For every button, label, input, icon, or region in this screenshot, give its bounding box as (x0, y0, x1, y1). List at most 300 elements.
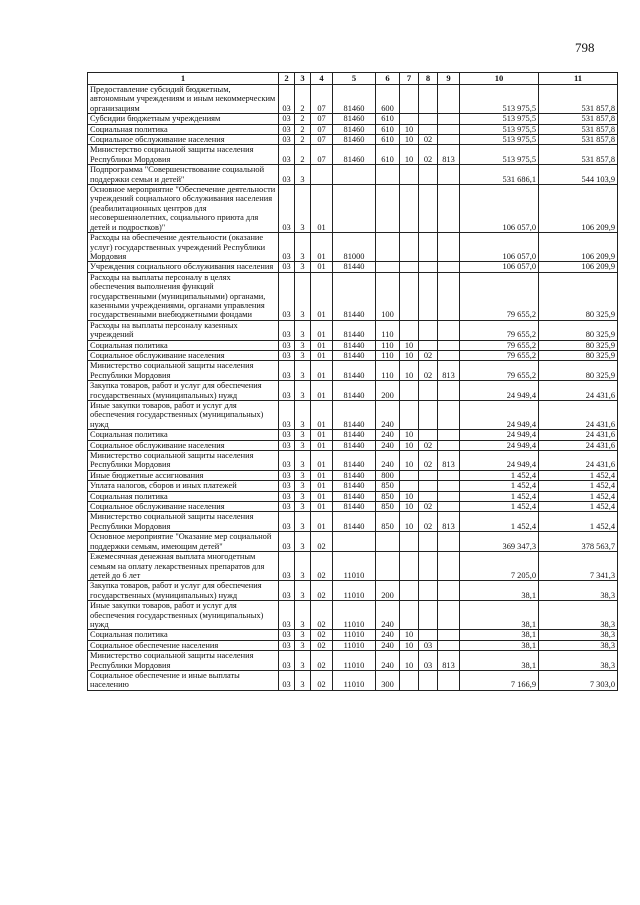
code-subsection: 02 (419, 512, 438, 532)
code-grbs: 03 (279, 491, 295, 501)
row-description: Иные бюджетные ассигнования (88, 470, 279, 480)
row-description: Основное мероприятие "Обеспечение деятельности учреждений социального обслуживания населения (реабилитационных центров для несовершеннолетних, социального приюта для детей и подростков)" (88, 185, 279, 233)
code-ministry (438, 670, 460, 690)
code-section: 10 (400, 350, 419, 360)
code-activity: 02 (311, 601, 333, 630)
code-section: 10 (400, 640, 419, 650)
code-expense-type: 800 (376, 470, 400, 480)
column-header: 5 (333, 73, 376, 85)
code-activity: 01 (311, 481, 333, 491)
table-row (88, 491, 618, 501)
code-grbs: 03 (279, 381, 295, 401)
code-subprogram: 3 (295, 451, 311, 471)
amount-year-2: 38,3 (539, 601, 618, 630)
code-section (400, 552, 419, 581)
code-ministry (438, 581, 460, 601)
code-grbs: 03 (279, 401, 295, 430)
code-activity: 01 (311, 361, 333, 381)
code-expense-type: 110 (376, 361, 400, 381)
amount-year-1: 24 949,4 (460, 381, 539, 401)
code-subsection: 02 (419, 350, 438, 360)
amount-year-2: 106 209,9 (539, 185, 618, 233)
code-expense-type: 200 (376, 581, 400, 601)
table-row (88, 124, 618, 134)
code-activity: 01 (311, 502, 333, 512)
code-direction: 81440 (333, 350, 376, 360)
code-direction: 81440 (333, 340, 376, 350)
code-subsection (419, 552, 438, 581)
code-subprogram: 2 (295, 145, 311, 165)
code-subprogram: 3 (295, 350, 311, 360)
code-ministry (438, 114, 460, 124)
amount-year-2: 38,3 (539, 651, 618, 671)
amount-year-2: 80 325,9 (539, 272, 618, 320)
code-ministry (438, 124, 460, 134)
amount-year-2: 24 431,6 (539, 430, 618, 440)
code-direction: 11010 (333, 630, 376, 640)
table-row (88, 532, 618, 552)
code-activity: 02 (311, 630, 333, 640)
amount-year-1: 38,1 (460, 651, 539, 671)
amount-year-2: 544 103,9 (539, 165, 618, 185)
code-ministry (438, 630, 460, 640)
code-subprogram: 3 (295, 512, 311, 532)
code-activity: 01 (311, 470, 333, 480)
column-header: 1 (88, 73, 279, 85)
code-grbs: 03 (279, 430, 295, 440)
code-direction: 81460 (333, 124, 376, 134)
amount-year-1: 24 949,4 (460, 401, 539, 430)
code-direction: 81440 (333, 502, 376, 512)
amount-year-2: 1 452,4 (539, 491, 618, 501)
code-section (400, 470, 419, 480)
amount-year-1: 106 057,0 (460, 185, 539, 233)
code-expense-type (376, 165, 400, 185)
table-row (88, 512, 618, 532)
code-subprogram: 3 (295, 470, 311, 480)
amount-year-1: 1 452,4 (460, 481, 539, 491)
page-number: 798 (575, 40, 595, 55)
code-expense-type: 110 (376, 320, 400, 340)
code-activity: 01 (311, 233, 333, 262)
code-direction: 81440 (333, 272, 376, 320)
code-ministry (438, 481, 460, 491)
code-subsection: 02 (419, 135, 438, 145)
code-activity: 01 (311, 512, 333, 532)
code-subsection (419, 165, 438, 185)
code-grbs: 03 (279, 124, 295, 134)
code-section (400, 320, 419, 340)
code-ministry (438, 185, 460, 233)
code-expense-type (376, 552, 400, 581)
code-grbs: 03 (279, 85, 295, 114)
amount-year-1: 38,1 (460, 581, 539, 601)
row-description: Социальное обслуживание населения (88, 350, 279, 360)
code-grbs: 03 (279, 440, 295, 450)
amount-year-2: 106 209,9 (539, 233, 618, 262)
amount-year-2: 80 325,9 (539, 320, 618, 340)
amount-year-1: 24 949,4 (460, 430, 539, 440)
amount-year-2: 80 325,9 (539, 361, 618, 381)
table-row (88, 470, 618, 480)
budget-table (87, 72, 618, 691)
code-section: 10 (400, 430, 419, 440)
code-direction: 81000 (333, 233, 376, 262)
code-direction: 11010 (333, 640, 376, 650)
amount-year-1: 1 452,4 (460, 502, 539, 512)
amount-year-2: 1 452,4 (539, 481, 618, 491)
code-section (400, 85, 419, 114)
row-description: Социальная политика (88, 430, 279, 440)
code-subprogram: 3 (295, 630, 311, 640)
code-expense-type: 240 (376, 440, 400, 450)
code-activity: 07 (311, 145, 333, 165)
code-direction: 81460 (333, 145, 376, 165)
code-grbs: 03 (279, 262, 295, 272)
code-grbs: 03 (279, 670, 295, 690)
code-subsection (419, 401, 438, 430)
code-subsection: 03 (419, 640, 438, 650)
row-description: Социальное обеспечение населения (88, 640, 279, 650)
table-row (88, 630, 618, 640)
code-expense-type: 850 (376, 512, 400, 532)
code-section (400, 670, 419, 690)
code-subsection (419, 470, 438, 480)
code-ministry (438, 640, 460, 650)
table-row (88, 401, 618, 430)
code-ministry (438, 430, 460, 440)
amount-year-2: 24 431,6 (539, 401, 618, 430)
code-expense-type: 850 (376, 491, 400, 501)
table-row (88, 340, 618, 350)
code-grbs: 03 (279, 451, 295, 471)
row-description: Социальное обслуживание населения (88, 135, 279, 145)
code-activity: 01 (311, 451, 333, 471)
code-section (400, 272, 419, 320)
table-row (88, 581, 618, 601)
code-direction (333, 185, 376, 233)
code-subsection (419, 185, 438, 233)
table-row (88, 481, 618, 491)
amount-year-1: 24 949,4 (460, 440, 539, 450)
code-grbs: 03 (279, 502, 295, 512)
code-activity: 02 (311, 640, 333, 650)
code-subsection (419, 581, 438, 601)
column-header: 4 (311, 73, 333, 85)
code-grbs: 03 (279, 470, 295, 480)
code-expense-type: 610 (376, 124, 400, 134)
table-row (88, 502, 618, 512)
code-ministry: 813 (438, 651, 460, 671)
code-subsection: 02 (419, 502, 438, 512)
table-row (88, 114, 618, 124)
code-direction: 81460 (333, 135, 376, 145)
amount-year-2: 531 857,8 (539, 114, 618, 124)
row-description: Закупка товаров, работ и услуг для обеспечения государственных (муниципальных) нужд (88, 581, 279, 601)
code-section (400, 581, 419, 601)
code-section (400, 114, 419, 124)
code-subprogram: 3 (295, 340, 311, 350)
code-subsection: 03 (419, 651, 438, 671)
code-subprogram: 3 (295, 185, 311, 233)
code-ministry (438, 262, 460, 272)
code-subprogram: 3 (295, 401, 311, 430)
code-ministry (438, 85, 460, 114)
row-description: Социальная политика (88, 124, 279, 134)
amount-year-2: 80 325,9 (539, 350, 618, 360)
code-ministry (438, 350, 460, 360)
code-grbs: 03 (279, 601, 295, 630)
code-expense-type: 240 (376, 651, 400, 671)
table-row (88, 85, 618, 114)
code-subsection (419, 124, 438, 134)
code-ministry (438, 165, 460, 185)
code-subprogram: 2 (295, 135, 311, 145)
amount-year-2: 24 431,6 (539, 440, 618, 450)
code-subprogram: 3 (295, 651, 311, 671)
code-ministry (438, 381, 460, 401)
code-subsection: 02 (419, 440, 438, 450)
code-ministry (438, 601, 460, 630)
code-subprogram: 2 (295, 85, 311, 114)
code-subsection: 02 (419, 361, 438, 381)
code-expense-type: 240 (376, 451, 400, 471)
row-description: Уплата налогов, сборов и иных платежей (88, 481, 279, 491)
row-description: Министерство социальной защиты населения Республики Мордовия (88, 451, 279, 471)
amount-year-2: 1 452,4 (539, 512, 618, 532)
code-grbs: 03 (279, 532, 295, 552)
code-section: 10 (400, 451, 419, 471)
amount-year-2: 80 325,9 (539, 340, 618, 350)
row-description: Иные закупки товаров, работ и услуг для обеспечения государственных (муниципальных) нужд (88, 401, 279, 430)
code-subprogram: 3 (295, 430, 311, 440)
amount-year-2: 378 563,7 (539, 532, 618, 552)
code-section (400, 601, 419, 630)
code-expense-type: 600 (376, 85, 400, 114)
code-ministry (438, 532, 460, 552)
code-direction (333, 532, 376, 552)
code-ministry (438, 552, 460, 581)
code-section (400, 532, 419, 552)
amount-year-2: 1 452,4 (539, 502, 618, 512)
row-description: Расходы на выплаты персоналу казенных учреждений (88, 320, 279, 340)
code-subprogram: 2 (295, 114, 311, 124)
column-header: 3 (295, 73, 311, 85)
code-grbs: 03 (279, 340, 295, 350)
code-subprogram: 3 (295, 233, 311, 262)
code-grbs: 03 (279, 165, 295, 185)
code-grbs: 03 (279, 651, 295, 671)
amount-year-1: 38,1 (460, 630, 539, 640)
code-direction: 81440 (333, 451, 376, 471)
amount-year-1: 38,1 (460, 640, 539, 650)
code-expense-type: 100 (376, 272, 400, 320)
column-header: 6 (376, 73, 400, 85)
code-ministry (438, 135, 460, 145)
table-row (88, 440, 618, 450)
table-row (88, 145, 618, 165)
row-description: Социальная политика (88, 340, 279, 350)
code-expense-type (376, 233, 400, 262)
amount-year-1: 513 975,5 (460, 145, 539, 165)
table-row (88, 165, 618, 185)
code-section: 10 (400, 440, 419, 450)
code-subprogram: 3 (295, 601, 311, 630)
amount-year-2: 531 857,8 (539, 85, 618, 114)
amount-year-2: 38,3 (539, 581, 618, 601)
row-description: Министерство социальной защиты населения Республики Мордовия (88, 361, 279, 381)
code-expense-type (376, 185, 400, 233)
code-expense-type: 300 (376, 670, 400, 690)
code-ministry: 813 (438, 451, 460, 471)
code-direction: 81440 (333, 470, 376, 480)
code-direction: 81440 (333, 381, 376, 401)
amount-year-1: 513 975,5 (460, 114, 539, 124)
column-header: 10 (460, 73, 539, 85)
table-row (88, 361, 618, 381)
code-subprogram: 3 (295, 165, 311, 185)
amount-year-1: 79 655,2 (460, 320, 539, 340)
code-expense-type: 240 (376, 401, 400, 430)
code-activity: 02 (311, 532, 333, 552)
code-section: 10 (400, 145, 419, 165)
code-activity: 01 (311, 401, 333, 430)
code-subprogram: 3 (295, 502, 311, 512)
code-grbs: 03 (279, 185, 295, 233)
code-direction: 81440 (333, 512, 376, 532)
table-row (88, 651, 618, 671)
code-direction: 81440 (333, 361, 376, 381)
row-description: Закупка товаров, работ и услуг для обеспечения государственных (муниципальных) нужд (88, 381, 279, 401)
code-activity: 07 (311, 114, 333, 124)
amount-year-1: 79 655,2 (460, 340, 539, 350)
row-description: Основное мероприятие "Оказание мер социальной поддержки семьям, имеющим детей" (88, 532, 279, 552)
table-header-row (88, 73, 618, 85)
amount-year-1: 1 452,4 (460, 470, 539, 480)
code-activity: 07 (311, 85, 333, 114)
code-section: 10 (400, 491, 419, 501)
row-description: Министерство социальной защиты населения Республики Мордовия (88, 512, 279, 532)
code-ministry (438, 401, 460, 430)
code-expense-type: 110 (376, 340, 400, 350)
table-row (88, 430, 618, 440)
code-subsection (419, 481, 438, 491)
code-subprogram: 3 (295, 670, 311, 690)
code-subprogram: 3 (295, 532, 311, 552)
row-description: Расходы на обеспечение деятельности (оказание услуг) государственных учреждений Республики Мордовия (88, 233, 279, 262)
column-header: 9 (438, 73, 460, 85)
code-subprogram: 3 (295, 262, 311, 272)
code-subprogram: 3 (295, 640, 311, 650)
code-activity: 01 (311, 272, 333, 320)
code-ministry (438, 502, 460, 512)
code-expense-type: 610 (376, 114, 400, 124)
code-subsection (419, 670, 438, 690)
code-grbs: 03 (279, 512, 295, 532)
table-row (88, 320, 618, 340)
code-subsection (419, 630, 438, 640)
code-subprogram: 3 (295, 361, 311, 381)
code-expense-type: 200 (376, 381, 400, 401)
code-expense-type: 110 (376, 350, 400, 360)
code-section (400, 481, 419, 491)
amount-year-2: 24 431,6 (539, 451, 618, 471)
amount-year-1: 79 655,2 (460, 361, 539, 381)
code-grbs: 03 (279, 481, 295, 491)
amount-year-1: 106 057,0 (460, 233, 539, 262)
table-row (88, 185, 618, 233)
amount-year-1: 531 686,1 (460, 165, 539, 185)
row-description: Социальное обеспечение и иные выплаты населению (88, 670, 279, 690)
code-activity: 02 (311, 552, 333, 581)
table-row (88, 381, 618, 401)
code-grbs: 03 (279, 135, 295, 145)
code-subprogram: 3 (295, 581, 311, 601)
table-row (88, 272, 618, 320)
row-description: Министерство социальной защиты населения Республики Мордовия (88, 651, 279, 671)
amount-year-2: 7 341,3 (539, 552, 618, 581)
code-ministry: 813 (438, 361, 460, 381)
row-description: Социальное обслуживание населения (88, 502, 279, 512)
code-activity (311, 165, 333, 185)
row-description: Социальное обслуживание населения (88, 440, 279, 450)
amount-year-1: 513 975,5 (460, 124, 539, 134)
row-description: Социальная политика (88, 491, 279, 501)
amount-year-2: 38,3 (539, 630, 618, 640)
code-subsection (419, 491, 438, 501)
code-section: 10 (400, 502, 419, 512)
column-header: 2 (279, 73, 295, 85)
code-direction: 81440 (333, 481, 376, 491)
code-subsection: 02 (419, 451, 438, 471)
code-grbs: 03 (279, 640, 295, 650)
code-direction: 11010 (333, 601, 376, 630)
column-header: 8 (419, 73, 438, 85)
amount-year-2: 1 452,4 (539, 470, 618, 480)
table-row (88, 601, 618, 630)
code-subprogram: 3 (295, 272, 311, 320)
amount-year-1: 79 655,2 (460, 350, 539, 360)
code-activity: 01 (311, 320, 333, 340)
code-section (400, 233, 419, 262)
row-description: Министерство социальной защиты населения Республики Мордовия (88, 145, 279, 165)
code-expense-type: 240 (376, 640, 400, 650)
code-grbs: 03 (279, 233, 295, 262)
code-expense-type: 240 (376, 630, 400, 640)
code-activity: 01 (311, 262, 333, 272)
code-expense-type (376, 532, 400, 552)
amount-year-2: 38,3 (539, 640, 618, 650)
row-description: Предоставление субсидий бюджетным, автономным учреждениям и иным некоммерческим организациям (88, 85, 279, 114)
amount-year-2: 531 857,8 (539, 145, 618, 165)
code-activity: 01 (311, 430, 333, 440)
code-activity: 01 (311, 350, 333, 360)
row-description: Подпрограмма "Совершенствование социальной поддержки семьи и детей" (88, 165, 279, 185)
column-header: 7 (400, 73, 419, 85)
row-description: Ежемесячная денежная выплата многодетным семьям на оплату лекарственных препаратов для детей до 6 лет (88, 552, 279, 581)
code-subprogram: 3 (295, 552, 311, 581)
code-grbs: 03 (279, 350, 295, 360)
code-direction: 81460 (333, 85, 376, 114)
code-direction: 11010 (333, 651, 376, 671)
code-expense-type: 240 (376, 430, 400, 440)
amount-year-2: 531 857,8 (539, 124, 618, 134)
amount-year-1: 1 452,4 (460, 512, 539, 532)
amount-year-1: 513 975,5 (460, 135, 539, 145)
table-row (88, 640, 618, 650)
code-expense-type: 610 (376, 145, 400, 165)
code-grbs: 03 (279, 581, 295, 601)
